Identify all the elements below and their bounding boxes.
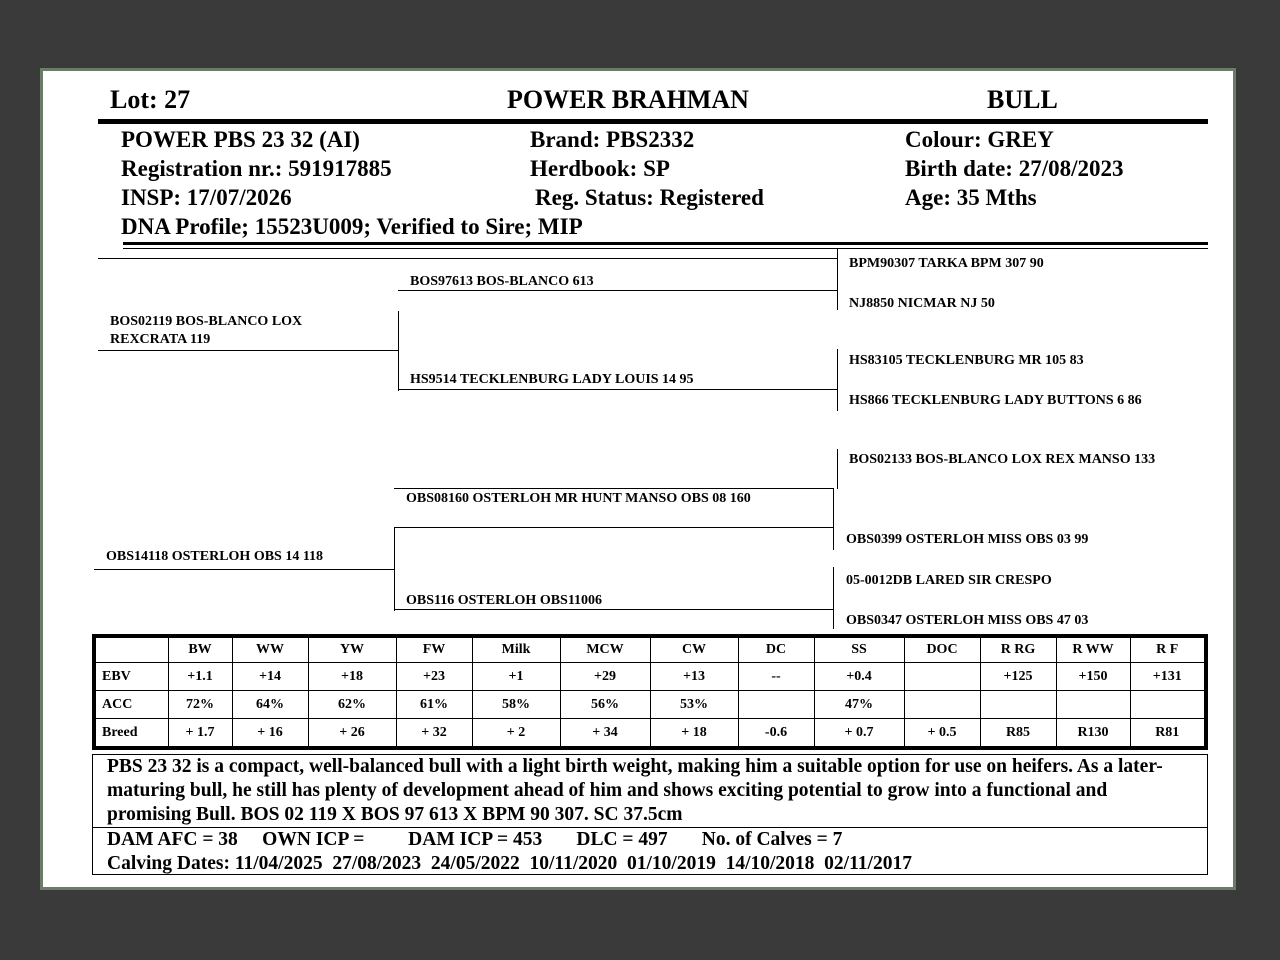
- colour: Colour: GREY: [905, 127, 1054, 152]
- row-label: ACC: [94, 691, 168, 719]
- table-cell: +150: [1056, 663, 1130, 691]
- lot-number: Lot: 27: [110, 85, 191, 114]
- table-cell: --: [738, 663, 814, 691]
- table-cell: +18: [308, 663, 396, 691]
- birth-date: Birth date: 27/08/2023: [905, 156, 1124, 181]
- pedigree-dam-dam-dam: OBS0347 OSTERLOH MISS OBS 47 03: [846, 613, 1089, 628]
- table-cell: [738, 691, 814, 719]
- pedigree-dam: OBS14118 OSTERLOH OBS 14 118: [106, 549, 324, 564]
- table-cell: + 0.5: [904, 719, 980, 749]
- table-cell: +0.4: [814, 663, 904, 691]
- table-row-acc: [94, 691, 1206, 719]
- pedigree-sire-dam-sire: HS83105 TECKLENBURG MR 105 83: [849, 353, 1084, 368]
- column-header: Milk: [472, 636, 560, 663]
- table-cell: +131: [1130, 663, 1206, 691]
- pedigree-sire: BOS02119 BOS-BLANCO LOX REXCRATA 119: [110, 314, 303, 347]
- table-cell: -0.6: [738, 719, 814, 749]
- column-header: [94, 636, 168, 663]
- pedigree-sire-dam: HS9514 TECKLENBURG LADY LOUIS 14 95: [410, 372, 694, 387]
- column-header: CW: [650, 636, 738, 663]
- column-header: DC: [738, 636, 814, 663]
- bull-description: PBS 23 32 is a compact, well-balanced bull with a light birth weight, making him a suitable option for use on heifers. As a later-maturing bull, he still has plenty of development ahead of him and shows exciting potential to grow into a functional and promising Bull. BOS 02 119 X BOS 97 613 X BPM 90 307. SC 37.5cm: [107, 756, 1163, 825]
- row-label: EBV: [94, 663, 168, 691]
- table-cell: +14: [232, 663, 308, 691]
- herdbook: Herdbook: SP: [530, 156, 670, 181]
- table-cell: [904, 691, 980, 719]
- table-cell: + 34: [560, 719, 650, 749]
- info-rule-bottom: [123, 248, 1208, 249]
- column-header: FW: [396, 636, 472, 663]
- pedigree-sire-sire-sire: BPM90307 TARKA BPM 307 90: [849, 256, 1044, 271]
- table-row-ebv: [94, 663, 1206, 691]
- pedigree-line: [833, 488, 834, 550]
- pedigree-line: [398, 311, 399, 391]
- table-cell: +23: [396, 663, 472, 691]
- table-cell: + 1.7: [168, 719, 232, 749]
- pedigree-line: [837, 248, 838, 310]
- table-cell: 64%: [232, 691, 308, 719]
- table-cell: [904, 663, 980, 691]
- pedigree-line: [98, 258, 838, 259]
- table-cell: [1130, 691, 1206, 719]
- dna-profile: DNA Profile; 15523U009; Verified to Sire; MIP: [121, 214, 583, 239]
- pedigree-sire-sire: BOS97613 BOS-BLANCO 613: [410, 274, 594, 289]
- table-cell: 61%: [396, 691, 472, 719]
- column-header: R RG: [980, 636, 1056, 663]
- column-header: YW: [308, 636, 396, 663]
- age: Age: 35 Mths: [905, 185, 1037, 210]
- pedigree-line: [98, 350, 398, 351]
- table-cell: +13: [650, 663, 738, 691]
- table-cell: +1: [472, 663, 560, 691]
- insp-date: INSP: 17/07/2026: [121, 185, 292, 210]
- table-cell: + 0.7: [814, 719, 904, 749]
- table-cell: +29: [560, 663, 650, 691]
- table-cell: 56%: [560, 691, 650, 719]
- comment-box: [92, 754, 1208, 875]
- column-header: DOC: [904, 636, 980, 663]
- table-cell: R130: [1056, 719, 1130, 749]
- table-cell: R85: [980, 719, 1056, 749]
- table-cell: +125: [980, 663, 1056, 691]
- table-cell: 72%: [168, 691, 232, 719]
- pedigree-line: [394, 527, 395, 611]
- pedigree-dam-sire-dam: OBS0399 OSTERLOH MISS OBS 03 99: [846, 532, 1089, 547]
- pedigree-dam-sire-sire: BOS02133 BOS-BLANCO LOX REX MANSO 133: [849, 452, 1156, 467]
- calving-dates: Calving Dates: 11/04/2025 27/08/2023 24/05/2022 10/11/2020 01/10/2019 14/10/2018 02/11/2017: [107, 853, 912, 874]
- pedigree-line: [837, 349, 838, 411]
- pedigree-sire-sire-dam: NJ8850 NICMAR NJ 50: [849, 296, 995, 311]
- sex-label: BULL: [987, 85, 1058, 114]
- table-cell: + 18: [650, 719, 738, 749]
- pedigree-line: [94, 569, 394, 570]
- ebv-header-row: [94, 636, 1206, 663]
- pedigree-line: [394, 527, 834, 528]
- column-header: R WW: [1056, 636, 1130, 663]
- table-cell: + 26: [308, 719, 396, 749]
- pedigree-dam-dam: OBS116 OSTERLOH OBS11006: [406, 593, 603, 608]
- pedigree-line: [398, 290, 838, 291]
- pedigree-dam-sire: OBS08160 OSTERLOH MR HUNT MANSO OBS 08 160: [406, 491, 751, 506]
- table-cell: +1.1: [168, 663, 232, 691]
- animal-name: POWER PBS 23 32 (AI): [121, 127, 360, 152]
- table-cell: + 2: [472, 719, 560, 749]
- column-header: WW: [232, 636, 308, 663]
- lot-card: [40, 68, 1236, 890]
- column-header: MCW: [560, 636, 650, 663]
- column-header: SS: [814, 636, 904, 663]
- pedigree-line: [398, 389, 838, 390]
- table-cell: [1056, 691, 1130, 719]
- table-row-breed: [94, 719, 1206, 749]
- header-rule: [98, 119, 1208, 124]
- column-header: BW: [168, 636, 232, 663]
- pedigree-line: [394, 488, 834, 489]
- brand: Brand: PBS2332: [530, 127, 695, 152]
- table-cell: + 16: [232, 719, 308, 749]
- pedigree-line: [837, 449, 838, 489]
- pedigree-sire-dam-dam: HS866 TECKLENBURG LADY BUTTONS 6 86: [849, 393, 1142, 408]
- breed-title: POWER BRAHMAN: [507, 85, 749, 114]
- table-cell: [980, 691, 1056, 719]
- pedigree-dam-dam-sire: 05-0012DB LARED SIR CRESPO: [846, 573, 1052, 588]
- dam-stats: DAM AFC = 38 OWN ICP = DAM ICP = 453 DLC = 497 No. of Calves = 7: [107, 829, 843, 850]
- table-cell: 58%: [472, 691, 560, 719]
- registration-number: Registration nr.: 591917885: [121, 156, 392, 181]
- table-cell: 62%: [308, 691, 396, 719]
- pedigree-line: [833, 567, 834, 629]
- table-cell: 53%: [650, 691, 738, 719]
- registration-status: Reg. Status: Registered: [535, 185, 764, 210]
- row-label: Breed: [94, 719, 168, 749]
- info-rule-top: [123, 242, 1208, 245]
- table-cell: + 32: [396, 719, 472, 749]
- table-cell: 47%: [814, 691, 904, 719]
- pedigree-line: [394, 609, 834, 610]
- table-cell: R81: [1130, 719, 1206, 749]
- ebv-table: [92, 634, 1208, 750]
- column-header: R F: [1130, 636, 1206, 663]
